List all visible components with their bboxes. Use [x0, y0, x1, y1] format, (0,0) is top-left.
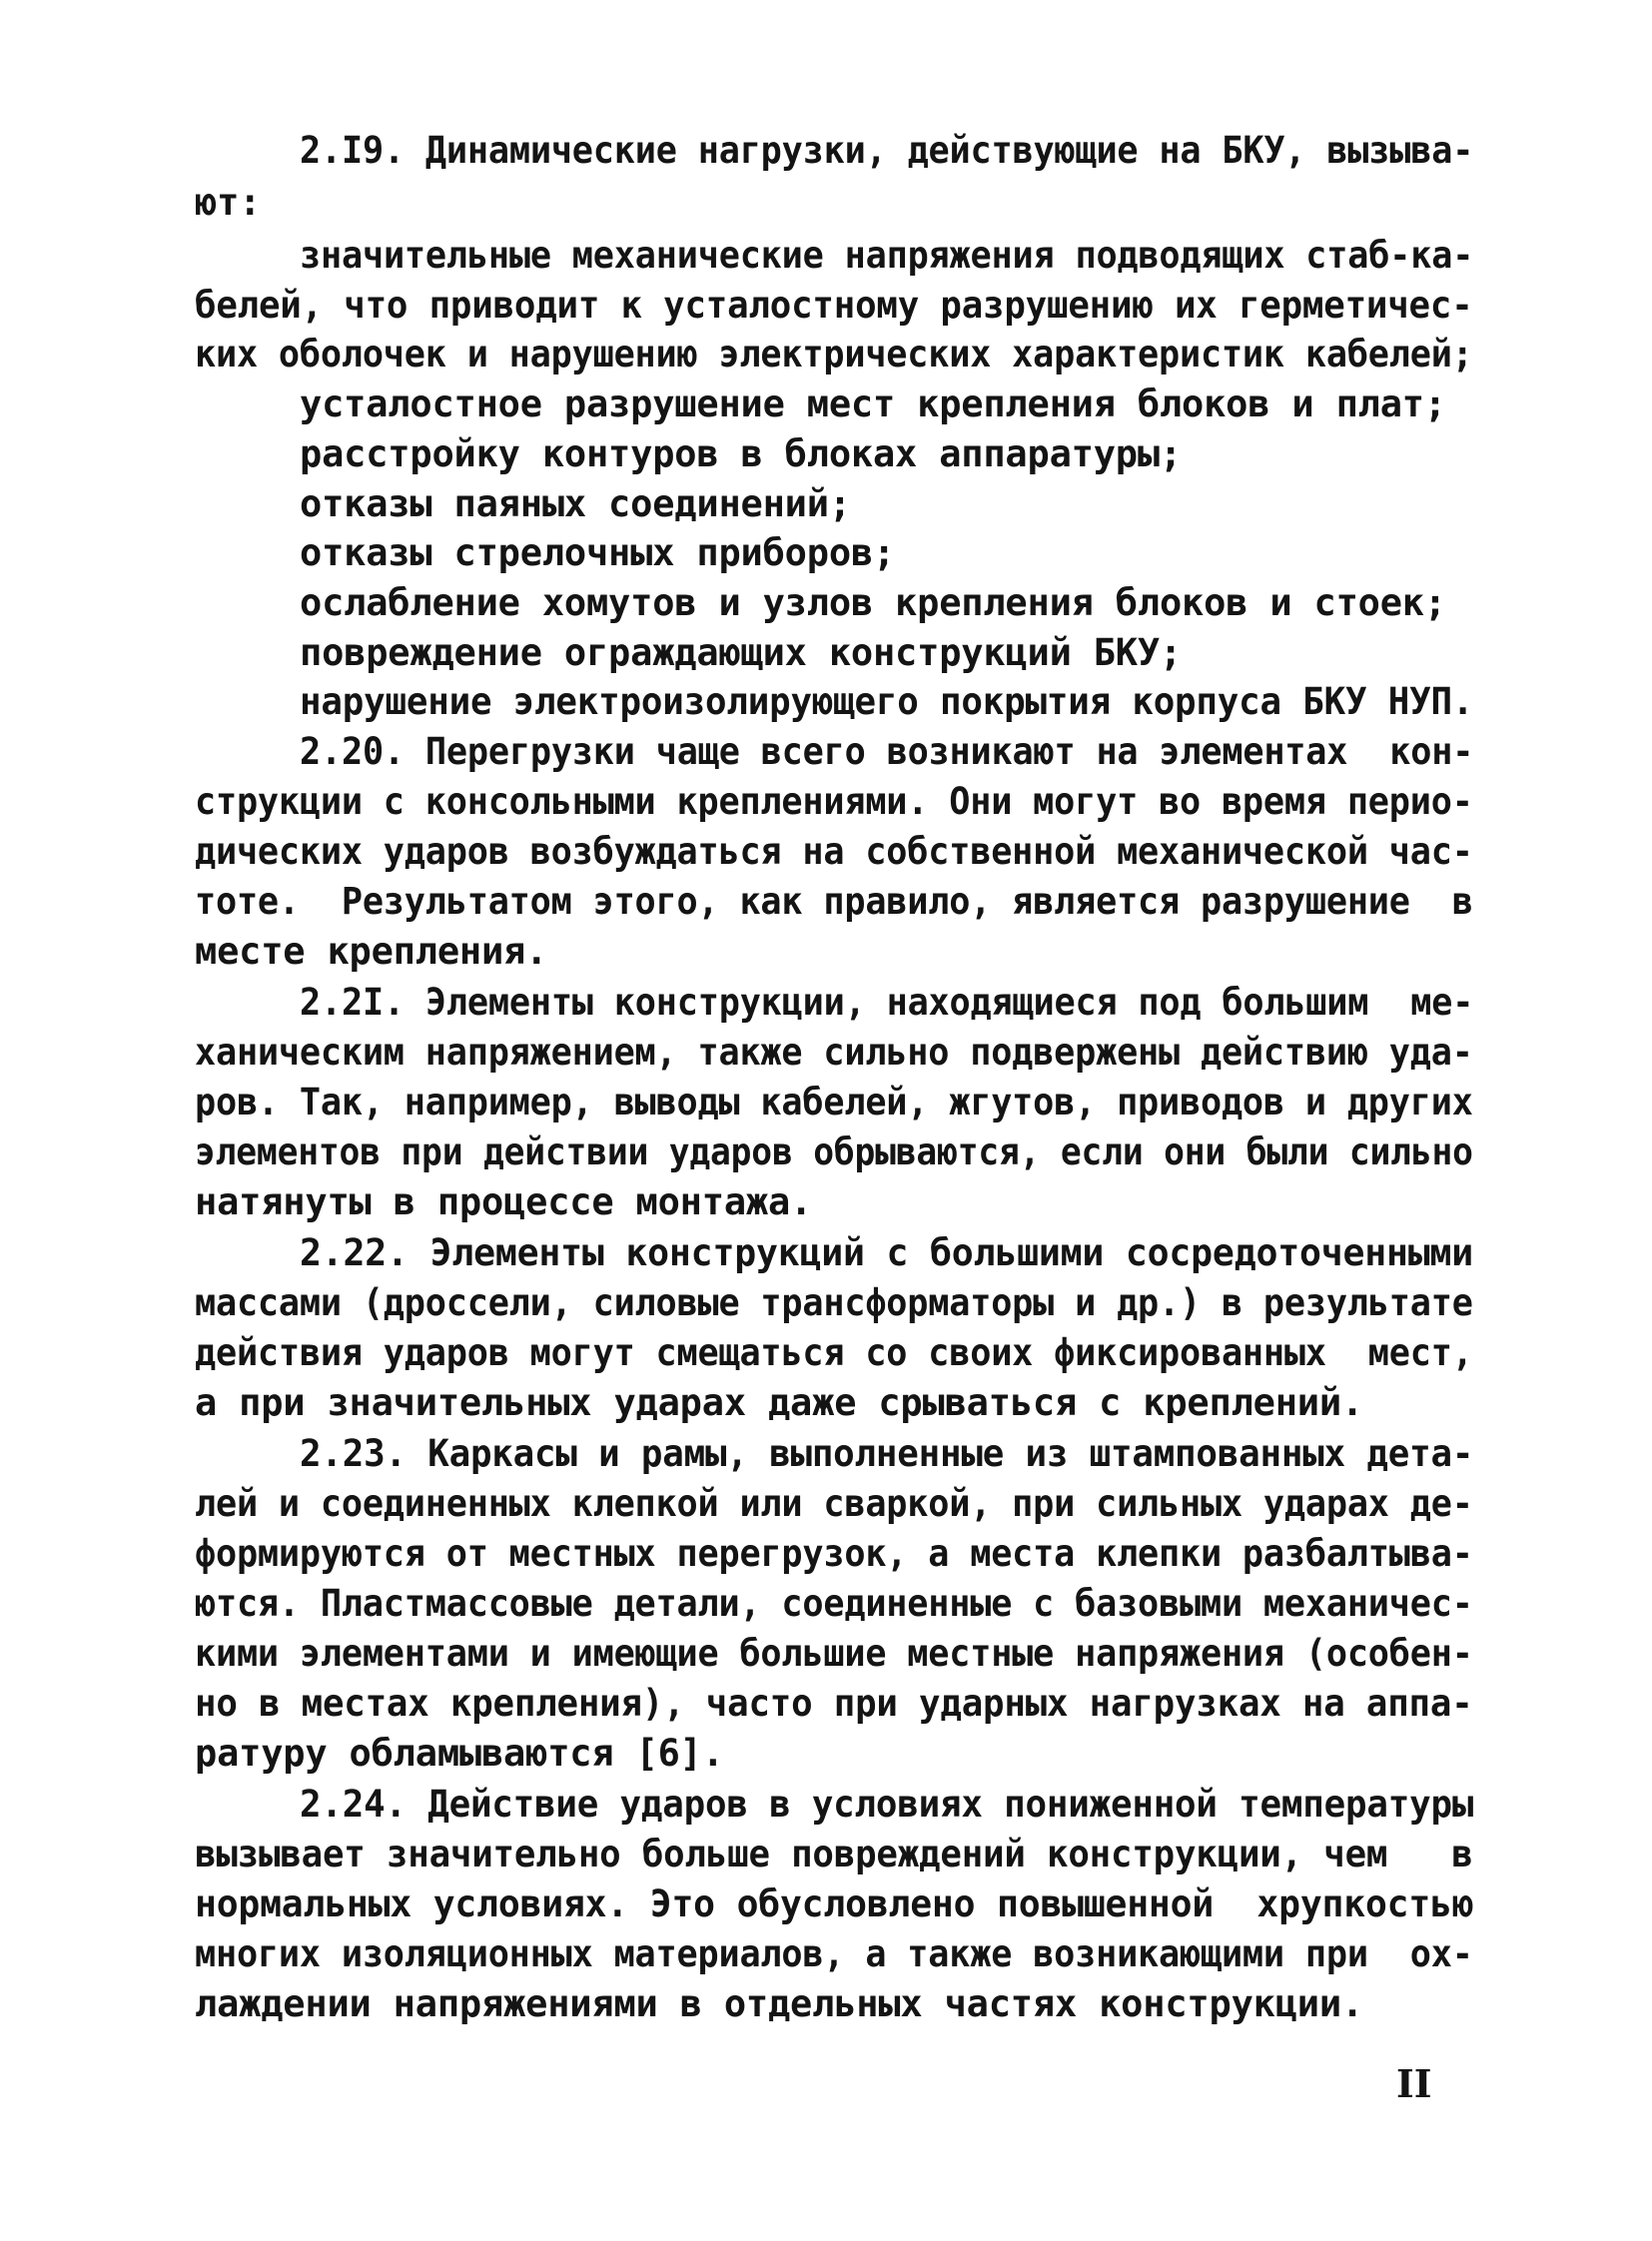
text-line: повреждение ограждающих конструкций БКУ; [300, 631, 1183, 674]
text-line: месте крепления. [195, 930, 548, 973]
text-line: 2.I9. Динамические нагрузки, действующие на БКУ, вызыва- [300, 129, 1474, 172]
text-line: ослабление хомутов и узлов крепления блоков и стоек; [300, 581, 1446, 624]
text-line: 2.2I. Элементы конструкции, находящиеся под большим ме- [300, 981, 1474, 1024]
text-line: 2.22. Элементы конструкций с большими сосредоточенными [300, 1231, 1474, 1274]
text-line: ров. Так, например, выводы кабелей, жгутов, приводов и других [195, 1081, 1473, 1123]
text-line: лаждении напряжениями в отдельных частях конструкции. [195, 1982, 1364, 2025]
text-line: расстройку контуров в блоках аппаратуры; [300, 432, 1183, 475]
text-line: формируются от местных перегрузок, а места клепки разбалтыва- [195, 1532, 1473, 1575]
page-number: II [1396, 2061, 1432, 2106]
text-line: дических ударов возбуждаться на собственной механической час- [195, 830, 1473, 873]
text-line: вызывает значительно больше повреждений конструкции, чем в [195, 1833, 1473, 1875]
text-line: 2.24. Действие ударов в условиях пониженной температуры [300, 1783, 1474, 1826]
text-line: действия ударов могут смещаться со своих фиксированных мест, [195, 1331, 1473, 1374]
text-line: кими элементами и имеющие большие местные напряжения (особен- [195, 1632, 1473, 1675]
text-line: ют: [195, 181, 262, 224]
text-line: нормальных условиях. Это обусловлено повышенной хрупкостью [195, 1882, 1474, 1925]
text-line: тоте. Результатом этого, как правило, является разрушение в [195, 880, 1473, 923]
text-line: ются. Пластмассовые детали, соединенные с базовыми механичес- [195, 1582, 1473, 1625]
text-line: отказы стрелочных приборов; [300, 531, 896, 574]
text-line: 2.23. Каркасы и рамы, выполненные из штампованных дета- [300, 1432, 1474, 1475]
text-line: а при значительных ударах даже срываться с креплений. [195, 1381, 1364, 1424]
text-line: натянуты в процессе монтажа. [195, 1180, 813, 1223]
text-line: ратуру обламываются [6]. [195, 1732, 724, 1775]
text-line: массами (дроссели, силовые трансформаторы и др.) в результате [195, 1281, 1473, 1324]
text-line: белей, что приводит к усталостному разрушению их герметичес- [195, 284, 1473, 327]
text-line: элементов при действии ударов обрываются, если они были сильно [195, 1130, 1473, 1173]
text-line: 2.20. Перегрузки чаще всего возникают на элементах кон- [300, 730, 1474, 773]
text-line: нарушение электроизолирующего покрытия корпуса БКУ НУП. [300, 680, 1474, 723]
text-line: лей и соединенных клепкой или сваркой, при сильных ударах де- [195, 1482, 1473, 1525]
text-line: ханическим напряжением, также сильно подвержены действию уда- [195, 1031, 1473, 1074]
text-line: усталостное разрушение мест крепления блоков и плат; [300, 382, 1446, 425]
text-line: многих изоляционных материалов, а также возникающими при ох- [195, 1932, 1473, 1975]
text-line: но в местах крепления), часто при ударных нагрузках на аппа- [195, 1682, 1473, 1725]
text-line: значительные механические напряжения подводящих стаб-ка- [300, 234, 1474, 277]
text-line: струкции с консольными креплениями. Они могут во время перио- [195, 780, 1473, 823]
text-line: отказы паяных соединений; [300, 482, 851, 525]
text-line: ких оболочек и нарушению электрических характеристик кабелей; [195, 333, 1473, 375]
